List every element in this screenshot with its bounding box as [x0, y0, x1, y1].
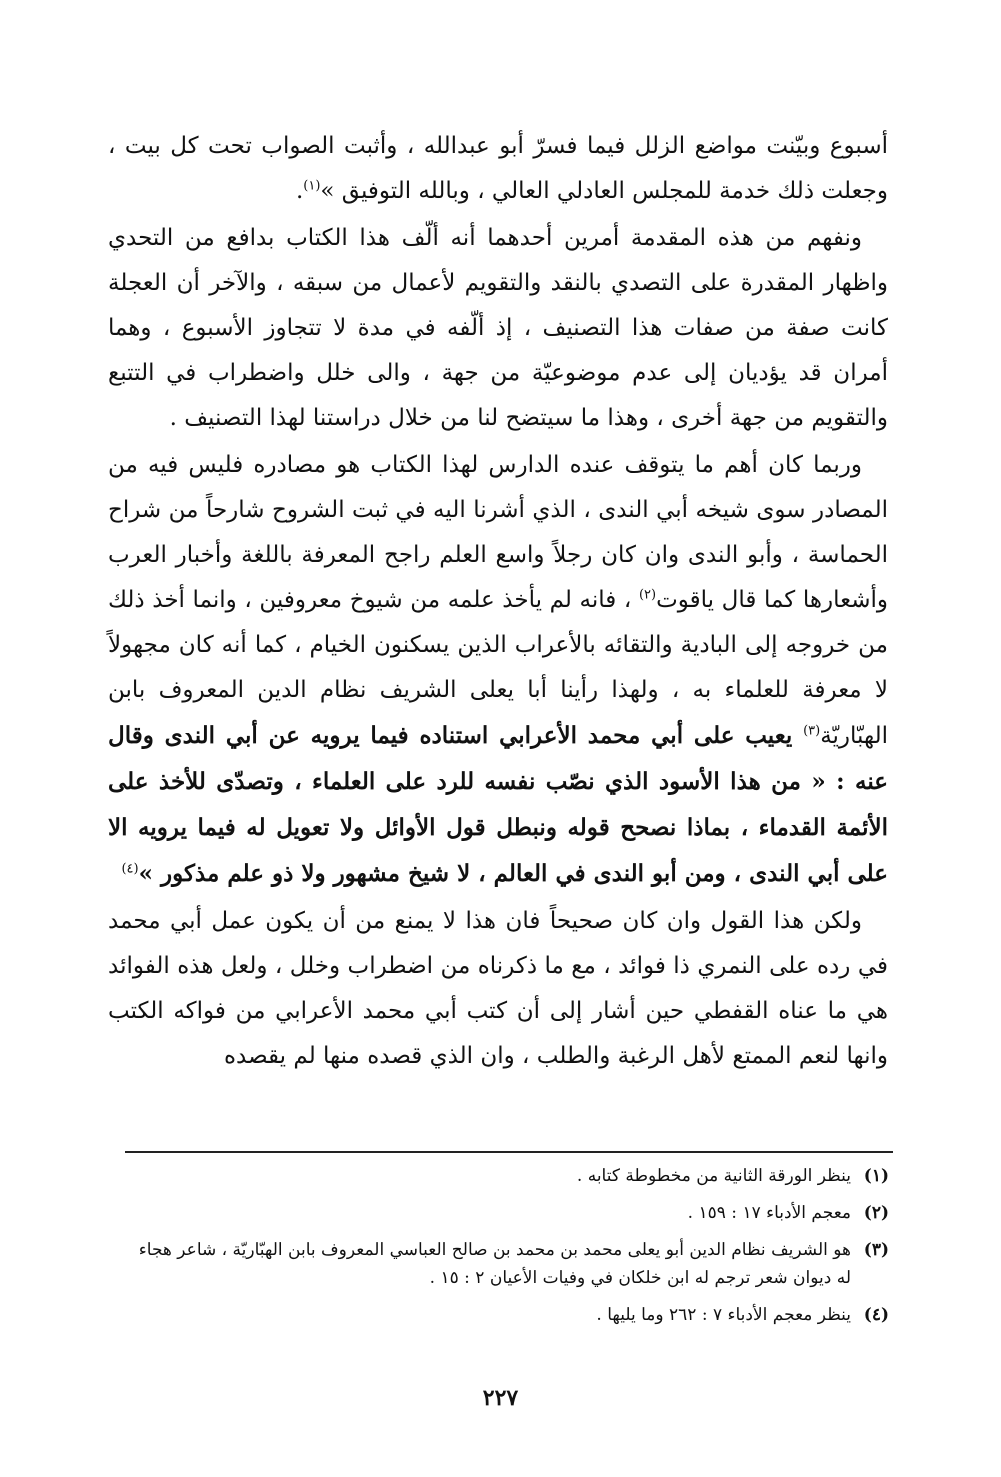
footnote-ref-3[interactable]: (٣)	[803, 723, 821, 739]
paragraph-2	[108, 216, 888, 441]
footnote-4-text: ينظر معجم الأدباء ٧ : ٢٦٢ وما يليها .	[596, 1305, 851, 1325]
footnote-3-text: هو الشريف نظام الدين أبو يعلى محمد بن محمد بن صالح العباسي المعروف بابن الهبّاريّة ، شاعر هجاء له ديوان شعر ترجم له ابن خلكان في وفيات الأعيان ٢ : ١٥ .	[138, 1240, 851, 1288]
paragraph-3-quote: يعيب على أبي محمد الأعرابي استناده فيما يرويه عن أبي الندى وقال عنه : « من هذا الأسود الذي نصّب نفسه للرد على العلماء ، وتصدّى للأخذ على الأئمة القدماء ، بماذا نصحح قوله ونبطل قول الأوائل ولا تعويل له فيما يرويه الا على أبي الندى ، ومن أبو الندى في العالم ، لا شيخ مشهور ولا ذو علم مذكور »	[108, 722, 888, 887]
footnote-ref-4[interactable]: (٤)	[121, 861, 139, 877]
paragraph-1-tail: .	[295, 178, 304, 204]
footnote-1	[120, 1162, 889, 1190]
footnote-2-number: (٢)	[863, 1203, 889, 1223]
footnotes	[120, 1162, 889, 1338]
paragraph-1-text: أسبوع وبيّنت مواضع الزلل فيما فسرّ أبو عبدالله ، وأثبت الصواب تحت كل بيت ، وجعلت ذلك خدمة للمجلس العادلي العالي ، وبالله التوفيق »	[108, 133, 888, 204]
paragraph-3-part-1: وربما كان أهم ما يتوقف عنده الدارس لهذا الكتاب هو مصادره فليس فيه من المصادر سوى شيخه أبي الندى ، الذي أشرنا اليه في ثبت الشروح شارحاً من شراح الحماسة ، وأبو الندى وان كان رجلاً واسع العلم راجح المعرفة باللغة وأخبار العرب وأشعارها كما قال ياقوت	[108, 452, 888, 613]
footnote-ref-2[interactable]: (٢)	[638, 587, 657, 603]
footnote-4	[120, 1301, 889, 1329]
main-text	[108, 124, 888, 1079]
footnote-2	[120, 1199, 889, 1227]
paragraph-3	[108, 443, 888, 897]
footnote-separator	[125, 1151, 893, 1153]
paragraph-1	[108, 124, 888, 214]
footnote-1-text: ينظر الورقة الثانية من مخطوطة كتابه .	[576, 1166, 851, 1186]
paragraph-4	[108, 899, 888, 1079]
footnote-2-text: معجم الأدباء ١٧ : ١٥٩ .	[687, 1203, 851, 1223]
paragraph-2-text: ونفهم من هذه المقدمة أمرين أحدهما أنه ألّف هذا الكتاب بدافع من التحدي واظهار المقدرة على التصدي بالنقد والتقويم لأعمال من سبقه ، والآخر أن العجلة كانت صفة من صفات هذا التصنيف ، إذ ألّفه في مدة لا تتجاوز الأسبوع ، وهما أمران قد يؤديان إلى عدم موضوعيّة من جهة ، والى خلل واضطراب في التتبع والتقويم من جهة أخرى ، وهذا ما سيتضح لنا من خلال دراستنا لهذا التصنيف .	[108, 225, 888, 431]
footnote-3	[120, 1236, 889, 1292]
footnote-3-number: (٣)	[863, 1240, 889, 1260]
page-number: ٢٢٧	[482, 1385, 519, 1411]
paragraph-4-text: ولكن هذا القول وان كان صحيحاً فان هذا لا يمنع من أن يكون عمل أبي محمد في رده على النمري ذا فوائد ، مع ما ذكرناه من اضطراب وخلل ، ولعل هذه الفوائد هي ما عناه القفطي حين أشار إلى أن كتب أبي محمد الأعرابي من فواكه الكتب وانها لنعم الممتع لأهل الرغبة والطلب ، وان الذي قصده منها لم يقصده	[108, 908, 888, 1069]
footnote-ref-1[interactable]: (١)	[303, 178, 321, 194]
footnote-1-number: (١)	[863, 1166, 889, 1186]
footnote-4-number: (٤)	[863, 1305, 889, 1325]
paragraph-3-part-2: ، فانه لم يأخذ علمه من شيوخ معروفين ، وانما أخذ ذلك من خروجه إلى البادية والتقائه بالأعراب الذين يسكنون الخيام ، كما أنه كان مجهولاً لا معرفة للعلماء به ، ولهذا رأينا أبا يعلى الشريف نظام الدين المعروف بابن الهبّاريّة	[108, 587, 888, 749]
